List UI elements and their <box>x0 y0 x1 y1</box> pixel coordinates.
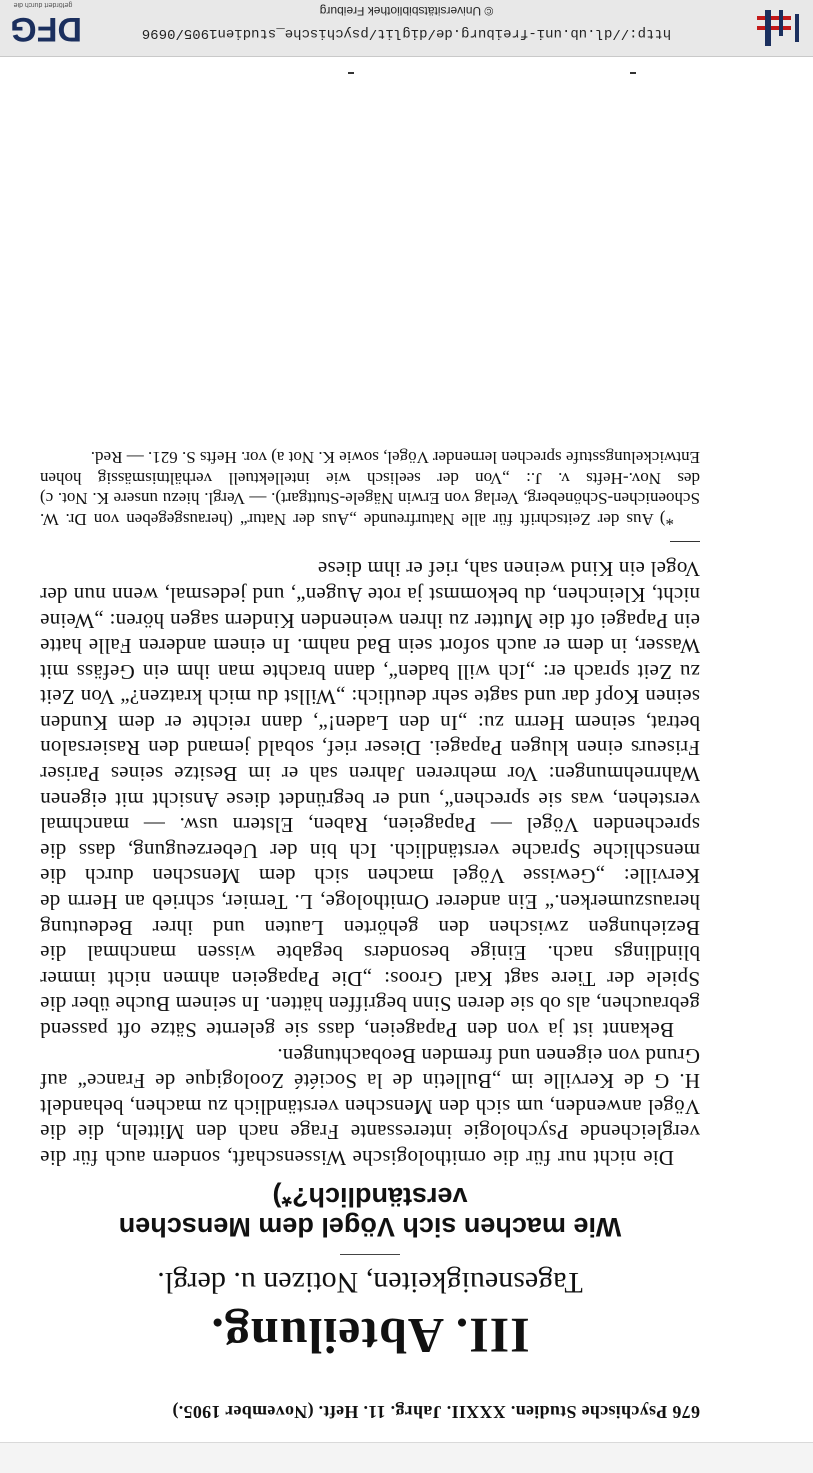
running-header <box>40 1401 700 1422</box>
viewer-bottom-bar <box>0 1442 813 1473</box>
copyright-text: © Universitätsbibliothek Freiburg <box>319 4 494 18</box>
scanned-page <box>40 70 700 1430</box>
page-url[interactable]: http://dl.ub.uni-freiburg.de/diglit/psychische_studien1905/0696 <box>141 25 672 41</box>
divider <box>340 1254 400 1255</box>
svg-text:DFG: DFG <box>10 10 82 48</box>
viewer-toolbar <box>0 0 813 57</box>
article-body <box>40 556 700 1170</box>
ub-freiburg-logo-icon <box>749 6 805 50</box>
header-text: 676 Psychische Studien. XXXII. Jahrg. 11. Heft. (November 1905.) <box>172 1402 700 1422</box>
section-title: III. Abteilung. <box>210 1308 530 1364</box>
article-title: Wie machen sich Vögel dem Menschen verständlich?*) <box>118 1182 622 1242</box>
paragraph: Die nicht nur für die ornithologische Wissenschaft, sondern auch für die vergleichende Psychologie interessante Frage nach den Mitteln, die die Vögel anwenden, um sich den Menschen verständlich zu machen, behandelt H. G de Kerville im „Bulletin de la Société Zoologique de France“ auf Grund von eigenen und fremden Beobachtungen. <box>40 1043 700 1170</box>
section-subtitle: Tagesneuigkeiten, Notizen u. dergl. <box>157 1266 583 1299</box>
footnote-rule <box>670 541 700 542</box>
footnote-text: *) Aus der Zeitschrift für alle Naturfreunde „Aus der Natur“ (herausgegeben von Dr. W. Schoenichen-Schöneberg, Verlag von Erwin Nägele-Stuttgart). — Vergl. hiezu unsere K. Not. c) des Nov.-Hefts v. J.: „Von der seelisch wie intellektuell verhältnismässig hohen Entwickelungsstufe sprechen lernender Vögel, sowie K. Not a) vor. Hefts S. 621. — Red. <box>40 448 700 529</box>
paragraph: Bekannt ist ja von den Papageien, dass sie gelernte Sätze oft passend gebrauchen, als ob sie deren Sinn begriffen hätten. In seinem Buche über die Spiele der Tiere sagt Karl Groos: „Die Papageien ahmen nicht immer blindlings nach. Einige besonders begabte wissen manchmal die Beziehungen zwischen den gehörten Lauten und ihrer Bedeutung herauszumerken.“ Ein anderer Ornithologe, L. Ternier, schrieb an Herrn de Kerville: „Gewisse Vögel machen sich dem Menschen durch die menschliche Sprache verständlich. Ich bin der Ueberzeugung, dass die sprechenden Vögel — Papageien, Raben, Elstern usw. — manchmal verstehen, was sie sprechen“, und er begründet diese Ansicht mit eigenen Wahrnehmungen: Vor mehreren Jahren sah er im Besitze seines Pariser Friseurs einen klugen Papagei. Dieser rief, sobald jemand den Rasiersalon betrat, seinem Herrn zu: „In den Laden!“, dann reichte er dem Kunden seinen Kopf dar und sagte sehr deutlich: „Willst du mich kratzen?“ Von Zeit zu Zeit sprach er: „Ich will baden“, dann brachte man ihm ein Gefäss mit Wasser, in dem er auch sofort sein Bad nahm. In einem anderen Falle hatte ein Papagei oft die Mutter zu ihren weinenden Kindern sagen hören: „Weine nicht, Kleinchen, du bekommst ja rote Augen“, und jedesmal, wenn nun der Vogel ein Kind weinen sah, rief er ihm diese <box>40 557 700 1043</box>
footnote <box>40 447 700 529</box>
dfg-strap: gefördert durch die <box>13 1 73 8</box>
